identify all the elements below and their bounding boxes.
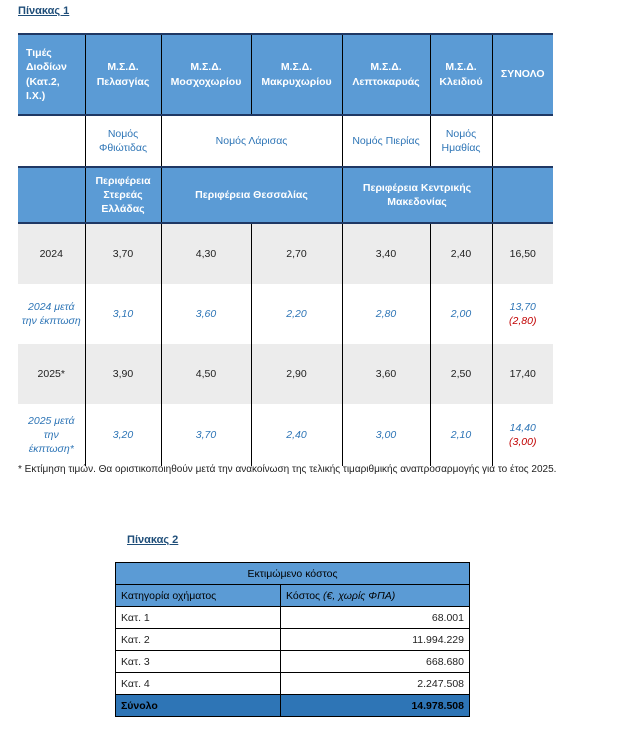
header-station-makrychori: Μ.Σ.Δ. Μακρυχωρίου <box>251 34 342 115</box>
cost-cell: 668.680 <box>281 651 470 673</box>
price-cell: 2,00 <box>430 284 492 344</box>
nomos-imathia: Νομός Ημαθίας <box>430 115 492 167</box>
price-cell: 2,40 <box>430 223 492 284</box>
total-cell <box>492 404 553 466</box>
total-value: 14.978.508 <box>281 695 470 717</box>
nomos-larisa: Νομός Λάρισας <box>161 115 342 167</box>
row-label: 2024 <box>18 223 85 284</box>
toll-prices-table <box>18 33 553 466</box>
price-cell: 2,40 <box>251 404 342 466</box>
discount-value: (3,00) <box>509 436 537 448</box>
cost-header <box>281 585 470 607</box>
perifereia-total-empty <box>492 167 553 223</box>
price-cell: 3,10 <box>85 284 161 344</box>
total-label: Σύνολο <box>116 695 281 717</box>
price-cell: 3,70 <box>85 223 161 284</box>
price-cell: 4,50 <box>161 344 251 404</box>
category-cell: Κατ. 2 <box>116 629 281 651</box>
header-row-label: Τιμές Διοδίων (Κατ.2, Ι.Χ.) <box>18 34 85 115</box>
total-cell <box>492 284 553 344</box>
table1-nomos-row <box>18 115 553 167</box>
perifereia-kentriki-makedonia: Περιφέρεια Κεντρικής Μακεδονίας <box>342 167 492 223</box>
table2-title: Εκτιμώμενο κόστος <box>116 563 470 585</box>
table-row <box>116 673 470 695</box>
price-cell: 3,60 <box>342 344 430 404</box>
header-station-pelasgia: Μ.Σ.Δ. Πελασγίας <box>85 34 161 115</box>
table1-header-row <box>18 34 553 115</box>
table-row <box>18 284 553 344</box>
price-cell: 2,80 <box>342 284 430 344</box>
table-row <box>18 223 553 284</box>
price-cell: 3,00 <box>342 404 430 466</box>
table1-perifereia-row <box>18 167 553 223</box>
price-cell: 4,30 <box>161 223 251 284</box>
category-cell: Κατ. 3 <box>116 651 281 673</box>
price-cell: 3,20 <box>85 404 161 466</box>
price-cell: 2,20 <box>251 284 342 344</box>
table1-caption: Πίνακας 1 <box>18 5 70 17</box>
table-row <box>116 607 470 629</box>
price-cell: 3,40 <box>342 223 430 284</box>
estimated-cost-table <box>115 562 470 717</box>
header-station-kleidi: Μ.Σ.Δ. Κλειδιού <box>430 34 492 115</box>
total-cell: 17,40 <box>492 344 553 404</box>
table1-footnote: * Εκτίμηση τιμών. Θα οριστικοποιηθούν μετά την ανακοίνωση της τελικής τιμαριθμικής αναπροσαρμογής για το έτος 2025. <box>18 464 557 475</box>
header-station-leptokarya: Μ.Σ.Δ. Λεπτοκαρυάς <box>342 34 430 115</box>
row-label: 2025* <box>18 344 85 404</box>
row-label: 2025 μετά την έκπτωση* <box>18 404 85 466</box>
total-value: 14,40 <box>509 421 536 434</box>
category-cell: Κατ. 1 <box>116 607 281 629</box>
table2-header-row <box>116 585 470 607</box>
total-value: 13,70 <box>509 300 536 313</box>
vehicle-category-header: Κατηγορία οχήματος <box>116 585 281 607</box>
table-row <box>18 344 553 404</box>
category-cell: Κατ. 4 <box>116 673 281 695</box>
total-cell: 16,50 <box>492 223 553 284</box>
row-label: 2024 μετά την έκπτωση <box>18 284 85 344</box>
price-cell: 2,90 <box>251 344 342 404</box>
nomos-pieria: Νομός Πιερίας <box>342 115 430 167</box>
cost-cell: 2.247.508 <box>281 673 470 695</box>
cost-cell: 68.001 <box>281 607 470 629</box>
price-cell: 3,90 <box>85 344 161 404</box>
table-row <box>116 629 470 651</box>
price-cell: 3,70 <box>161 404 251 466</box>
table-row <box>18 404 553 466</box>
table2-total-row <box>116 695 470 717</box>
cost-header-hint: (€, χωρίς ΦΠΑ) <box>323 589 396 602</box>
table2-caption: Πίνακας 2 <box>127 534 179 546</box>
perifereia-empty-cell <box>18 167 85 223</box>
discount-value: (2,80) <box>509 315 537 327</box>
nomos-empty-cell <box>18 115 85 167</box>
price-cell: 2,10 <box>430 404 492 466</box>
header-station-moschochori: Μ.Σ.Δ. Μοσχοχωρίου <box>161 34 251 115</box>
price-cell: 2,70 <box>251 223 342 284</box>
table2-title-row <box>116 563 470 585</box>
perifereia-thessalia: Περιφέρεια Θεσσαλίας <box>161 167 342 223</box>
price-cell: 3,60 <box>161 284 251 344</box>
header-total: ΣΥΝΟΛΟ <box>492 34 553 115</box>
perifereia-sterea-ellada: Περιφέρεια Στερεάς Ελλάδας <box>85 167 161 223</box>
price-cell: 2,50 <box>430 344 492 404</box>
table-row <box>116 651 470 673</box>
cost-header-label: Κόστος <box>286 589 321 602</box>
cost-cell: 11.994.229 <box>281 629 470 651</box>
nomos-total-empty <box>492 115 553 167</box>
nomos-fthiotida: Νομός Φθιώτιδας <box>85 115 161 167</box>
